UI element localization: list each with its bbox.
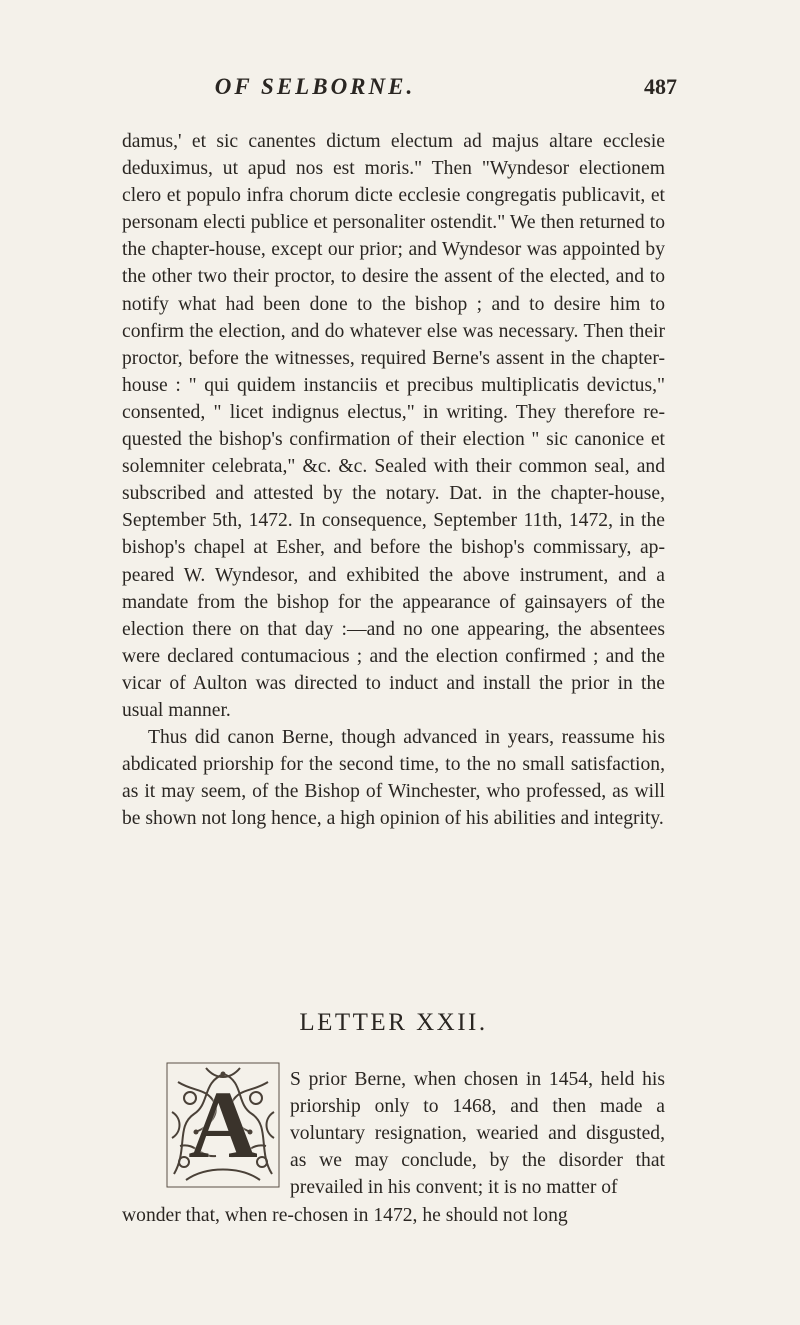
body-text [122, 128, 665, 832]
running-header [0, 74, 800, 110]
paragraph-conclusion: Thus did canon Berne, though advanced in years, reassume his abdicated priorship for the second time, to the no small satisfaction, as it may seem, of the Bishop of Winchester, who professed, as will be shown not long hence, a high opinion of his abilities and integrity. [122, 727, 665, 830]
letter-opening-lines: S prior Berne, when chosen in 1454, held his priorship only to 1468, and then made a voluntary resignation, wearied and disgusted, as we may conclude, by the disorder that prevailed in his convent; it is no matter of [290, 1069, 665, 1199]
page-number: 487 [644, 74, 677, 99]
letter-last-line: wonder that, when re-chosen in 1472, he should not long [122, 1205, 568, 1226]
letter-heading: LETTER XXII. [299, 1009, 488, 1036]
running-title: OF SELBORNE. [214, 74, 416, 99]
ornamental-initial [166, 1062, 280, 1188]
paragraph-continued: damus,' et sic canentes dictum electum ad majus altare ecclesie deduximus, ut apud nos est moris." Then "Wyndesor electionem clero et populo infra chorum dicte ecclesie congregatis publicavit, et personam electi publice et personaliter ostendit." We then returned to the chapter-house, except our prior; and Wyndesor was appointed by the other two their proctor, to desire the assent of the elected, and to notify what had been done to the bishop ; and to desire him to confirm the election, and do whatever else was necessary. Then their proctor, before the witnesses, required Berne's assent in the chapter-house : " qui quidem instanciis et precibus multiplicatis devictus," consented, " licet indignus electus," in writing. They therefore requested the bishop's confirmation of their election " sic canonice et solemniter celebrata," &c. &c. Sealed with their common seal, and subscribed and attested by the notary. Dat. in the chapter-house, September 5th, 1472. In consequence, September 11th, 1472, in the bishop's chapel at Esher, and before the bishop's commissary, appeared W. Wyndesor, and exhibited the above instrument, and a mandate from the bishop for the appearance of gainsayers of the election there on that day :—and no one appearing, the absentees were declared contumacious ; and the election confirmed ; and the vicar of Aulton was directed to induct and install the prior in the usual manner. [122, 131, 665, 721]
drop-cap-letter: A [188, 1071, 258, 1178]
